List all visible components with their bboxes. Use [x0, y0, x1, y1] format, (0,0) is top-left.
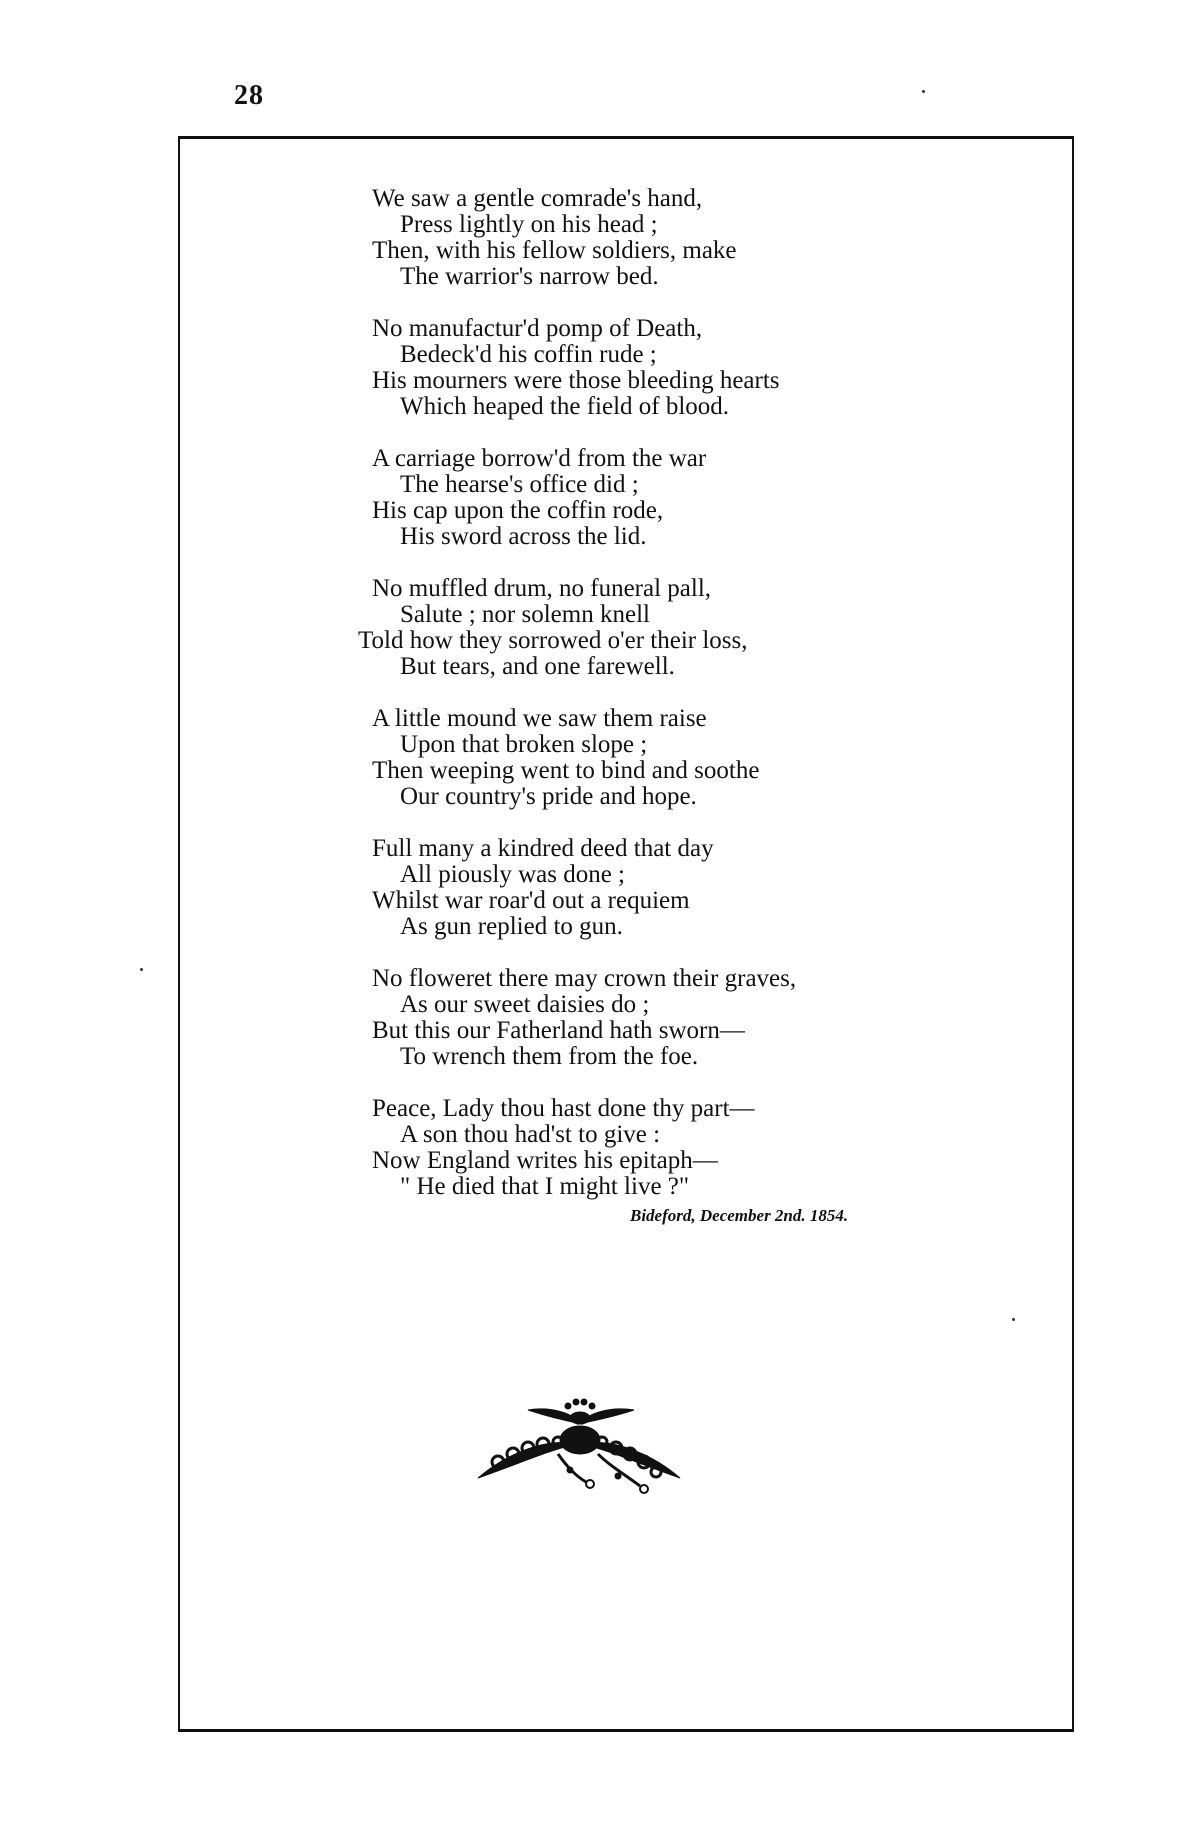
poem-line: No floweret there may crown their graves, — [372, 965, 797, 992]
poem-line: Upon that broken slope ; — [400, 731, 648, 758]
poem-line: Told how they sorrowed o'er their loss, — [358, 627, 748, 654]
poem-line: All piously was done ; — [400, 861, 625, 888]
page-number: 28 — [234, 80, 264, 111]
poem — [358, 185, 972, 1226]
poem-line: No muffled drum, no funeral pall, — [372, 575, 712, 602]
poem-signature: Bideford, December 2nd. 1854. — [630, 1206, 849, 1225]
poem-line: Whilst war roar'd out a requiem — [372, 887, 690, 914]
poem-line: A carriage borrow'd from the war — [372, 445, 707, 472]
poem-line: Salute ; nor solemn knell — [400, 601, 650, 628]
stanza-1 — [372, 186, 972, 290]
poem-line: Full many a kindred deed that day — [372, 835, 714, 862]
poem-line: His mourners were those bleeding hearts — [372, 367, 780, 394]
stanza-5 — [372, 706, 972, 810]
poem-line: But this our Fatherland hath sworn— — [372, 1017, 745, 1044]
poem-line: Then weeping went to bind and soothe — [372, 757, 760, 784]
stanza-3 — [372, 446, 972, 550]
print-speck — [922, 90, 925, 93]
stanza-2 — [372, 316, 972, 420]
poem-line: But tears, and one farewell. — [400, 653, 675, 680]
poem-line: To wrench them from the foe. — [400, 1043, 699, 1070]
poem-line: As gun replied to gun. — [400, 913, 623, 940]
print-speck — [140, 968, 143, 971]
poem-line: His sword across the lid. — [400, 523, 647, 550]
poem-line: Then, with his fellow soldiers, make — [372, 237, 737, 264]
poem-line: Peace, Lady thou hast done thy part— — [372, 1095, 755, 1122]
poem-line: His cap upon the coffin rode, — [372, 497, 664, 524]
stanza-7 — [372, 966, 972, 1070]
poem-line: Press lightly on his head ; — [400, 211, 658, 238]
laurel-spray-icon — [458, 1392, 698, 1502]
poem-line: " He died that I might live ?" — [400, 1173, 690, 1200]
poem-line: As our sweet daisies do ; — [400, 991, 650, 1018]
print-speck — [1012, 1318, 1015, 1321]
poem-line: Our country's pride and hope. — [400, 783, 697, 810]
poem-line: Now England writes his epitaph— — [372, 1147, 718, 1174]
poem-line: No manufactur'd pomp of Death, — [372, 315, 703, 342]
poem-line: The warrior's narrow bed. — [400, 263, 659, 290]
poem-line: Bedeck'd his coffin rude ; — [400, 341, 657, 368]
stanza-8 — [372, 1096, 972, 1200]
poem-line: A son thou had'st to give : — [400, 1121, 661, 1148]
poem-line: The hearse's office did ; — [400, 471, 639, 498]
poem-line: A little mound we saw them raise — [372, 705, 707, 732]
stanza-6 — [372, 836, 972, 940]
poem-line: Which heaped the field of blood. — [400, 393, 730, 420]
poem-line: We saw a gentle comrade's hand, — [372, 185, 703, 212]
stanza-4 — [358, 575, 972, 680]
